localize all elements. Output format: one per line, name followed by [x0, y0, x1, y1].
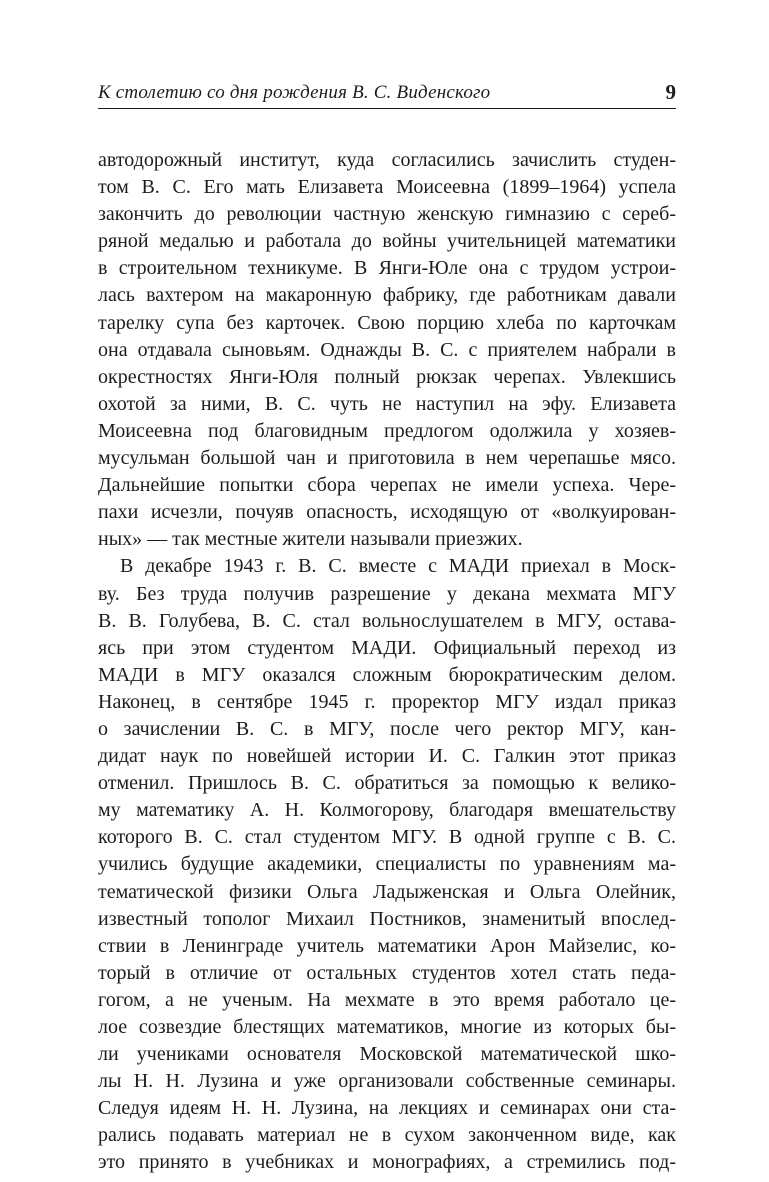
- text-line: торый в отличие от остальных студентов хотел стать педа-: [98, 961, 676, 984]
- text-line: дидат наук по новейшей истории И. С. Галкин этот приказ: [98, 745, 676, 768]
- text-line: отменил. Пришлось В. С. обратиться за помощью к велико-: [98, 772, 676, 795]
- paragraph-1: [98, 147, 676, 553]
- text-line: В. В. Голубева, В. С. стал вольнослушателем в МГУ, остава-: [98, 609, 676, 632]
- text-line: закончить до революции частную женскую гимназию с сереб-: [98, 203, 676, 226]
- running-header: [98, 80, 676, 109]
- text-line: тематической физики Ольга Ладыженская и Ольга Олейник,: [98, 880, 676, 903]
- text-line: ясь при этом студентом МАДИ. Официальный переход из: [98, 636, 676, 659]
- body-text: [98, 147, 676, 1177]
- text-line: она отдавала сыновьям. Однажды В. С. с приятелем набрали в: [98, 338, 676, 361]
- text-line: это принято в учебниках и монографиях, а стремились под-: [98, 1151, 676, 1174]
- text-line: автодорожный институт, куда согласились зачислить студен-: [98, 149, 676, 171]
- text-line: известный тополог Михаил Постников, знаменитый впослед-: [98, 907, 676, 930]
- paragraph-2: [98, 553, 676, 1176]
- text-line: охотой за ними, В. С. чуть не наступил на эфу. Елизавета: [98, 392, 676, 415]
- text-line: ву. Без труда получив разрешение у декана мехмата МГУ: [98, 582, 676, 605]
- text-line: ряной медалью и работала до войны учительницей математики: [98, 230, 676, 253]
- text-line: Моисеевна под благовидным предлогом одолжила у хозяев-: [98, 419, 676, 442]
- text-line: о зачислении В. С. в МГУ, после чего ректор МГУ, кан-: [98, 717, 676, 740]
- text-line: ствии в Ленинграде учитель математики Арон Майзелис, ко-: [98, 934, 676, 957]
- text-line: ли учениками основателя Московской математической шко-: [98, 1043, 676, 1066]
- text-line: окрестностях Янги-Юля полный рюкзак черепах. Увлекшись: [98, 365, 676, 388]
- running-title: К столетию со дня рождения В. С. Виденского: [98, 82, 491, 103]
- text-line: Наконец, в сентябре 1945 г. проректор МГУ издал приказ: [98, 690, 676, 713]
- text-line: лы Н. Н. Лузина и уже организовали собственные семинары.: [98, 1070, 676, 1093]
- text-line: МАДИ в МГУ оказался сложным бюрократическим делом.: [98, 663, 676, 686]
- text-line: рались подавать материал не в сухом законченном виде, как: [98, 1124, 676, 1147]
- text-line: Дальнейшие попытки сбора черепах не имели успеха. Чере-: [98, 474, 676, 497]
- text-line: ных» — так местные жители называли приезжих.: [98, 528, 523, 551]
- text-line: В декабре 1943 г. В. С. вместе с МАДИ приехал в Моск-: [120, 555, 676, 578]
- text-line: му математику А. Н. Колмогорову, благодаря вмешательству: [98, 799, 676, 822]
- text-line: Следуя идеям Н. Н. Лузина, на лекциях и семинарах они ста-: [98, 1097, 676, 1120]
- text-line: лое созвездие блестящих математиков, многие из которых бы-: [98, 1016, 676, 1038]
- text-line: лась вахтером на макаронную фабрику, где работникам давали: [98, 284, 676, 307]
- text-line: тарелку супа без карточек. Свою порцию хлеба по карточкам: [98, 311, 676, 334]
- text-line: мусульман большой чан и приготовила в нем черепашье мясо.: [98, 447, 676, 470]
- text-line: том В. С. Его мать Елизавета Моисеевна (1899–1964) успела: [98, 176, 676, 199]
- text-line: в строительном техникуме. В Янги-Юле она с трудом устрои-: [98, 257, 676, 280]
- text-line: которого В. С. стал студентом МГУ. В одной группе с В. С.: [98, 826, 676, 849]
- page-number: 9: [665, 80, 676, 104]
- text-line: учились будущие академики, специалисты по уравнениям ма-: [98, 853, 676, 876]
- text-line: гогом, а не ученым. На мехмате в это время работало це-: [98, 988, 676, 1011]
- text-line: пахи исчезли, почуяв опасность, исходящую от «волкуирован-: [98, 501, 676, 524]
